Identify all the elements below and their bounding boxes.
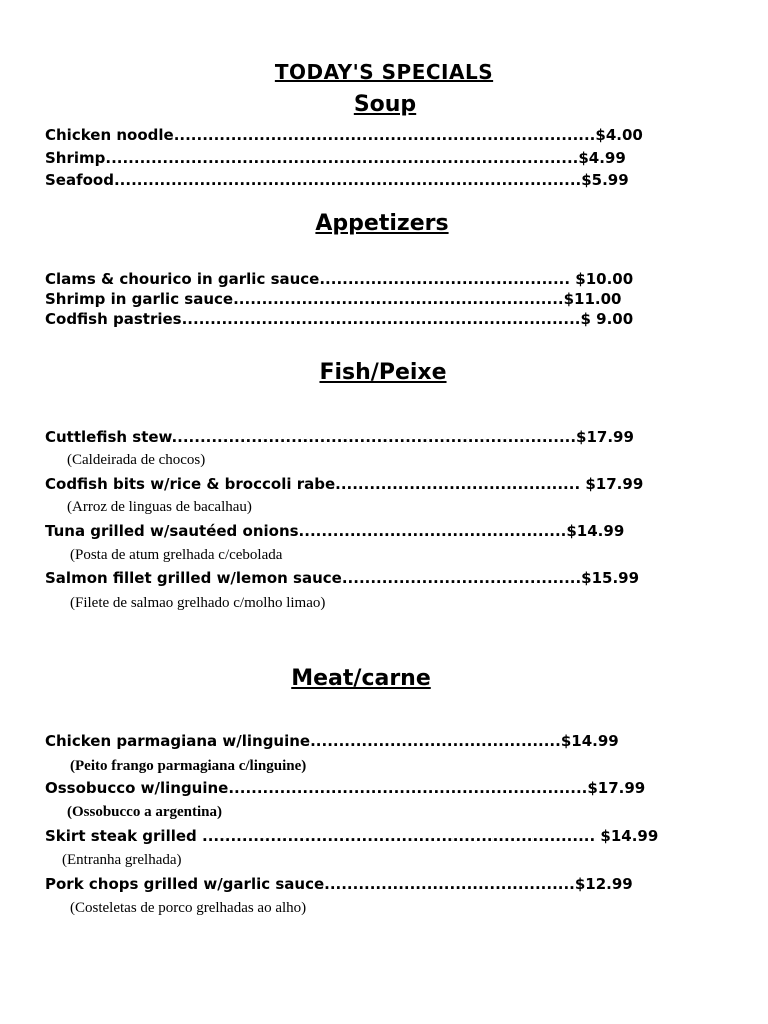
menu-item-subtitle: (Entranha grelhada) <box>62 852 182 868</box>
menu-item-tuna-grilled: Tuna grilled w/sautéed onions...............................................$14.99 <box>45 522 625 540</box>
menu-item-subtitle: (Ossobucco a argentina) <box>67 804 222 820</box>
menu-item-shrimp-soup: Shrimp...................................................................................$4.99 <box>45 149 626 167</box>
menu-item-shrimp-garlic: Shrimp in garlic sauce..........................................................$11.00 <box>45 290 622 308</box>
menu-item-chicken-noodle: Chicken noodle..........................................................................$4.00 <box>45 126 643 144</box>
menu-item-subtitle: (Arroz de linguas de bacalhau) <box>67 499 252 515</box>
section-heading-fish: Fish/Peixe <box>319 360 447 385</box>
menu-item-subtitle: (Posta de atum grelhada c/cebolada <box>70 547 283 563</box>
menu-item-codfish-pastries: Codfish pastries......................................................................$ 9.00 <box>45 310 634 328</box>
menu-item-seafood-soup: Seafood..................................................................................$5.99 <box>45 171 629 189</box>
menu-item-chicken-parmagiana: Chicken parmagiana w/linguine............................................$14.99 <box>45 732 619 750</box>
menu-item-skirt-steak: Skirt steak grilled ..................................................................... $14.99 <box>45 827 659 845</box>
menu-item-cuttlefish-stew: Cuttlefish stew.......................................................................$17.99 <box>45 428 634 446</box>
section-heading-soup: Soup <box>353 92 417 117</box>
section-heading-meat: Meat/carne <box>291 666 431 691</box>
page-title: TODAY'S SPECIALS <box>274 60 494 84</box>
menu-item-clams-chourico: Clams & chourico in garlic sauce............................................ $10.00 <box>45 270 634 288</box>
menu-item-subtitle: (Costeletas de porco grelhadas ao alho) <box>70 900 307 916</box>
menu-item-salmon-fillet: Salmon fillet grilled w/lemon sauce..........................................$15.99 <box>45 569 640 587</box>
menu-item-ossobucco: Ossobucco w/linguine...............................................................$17.99 <box>45 779 646 797</box>
menu-item-subtitle: (Peito frango parmagiana c/linguine) <box>70 758 307 774</box>
menu-item-subtitle: (Filete de salmao grelhado c/molho limao) <box>70 595 326 611</box>
menu-item-subtitle: (Caldeirada de chocos) <box>67 452 206 468</box>
menu-item-codfish-bits: Codfish bits w/rice & broccoli rabe........................................... $17.99 <box>45 475 644 493</box>
menu-item-pork-chops: Pork chops grilled w/garlic sauce............................................$12.99 <box>45 875 633 893</box>
section-heading-appetizers: Appetizers <box>315 211 449 236</box>
